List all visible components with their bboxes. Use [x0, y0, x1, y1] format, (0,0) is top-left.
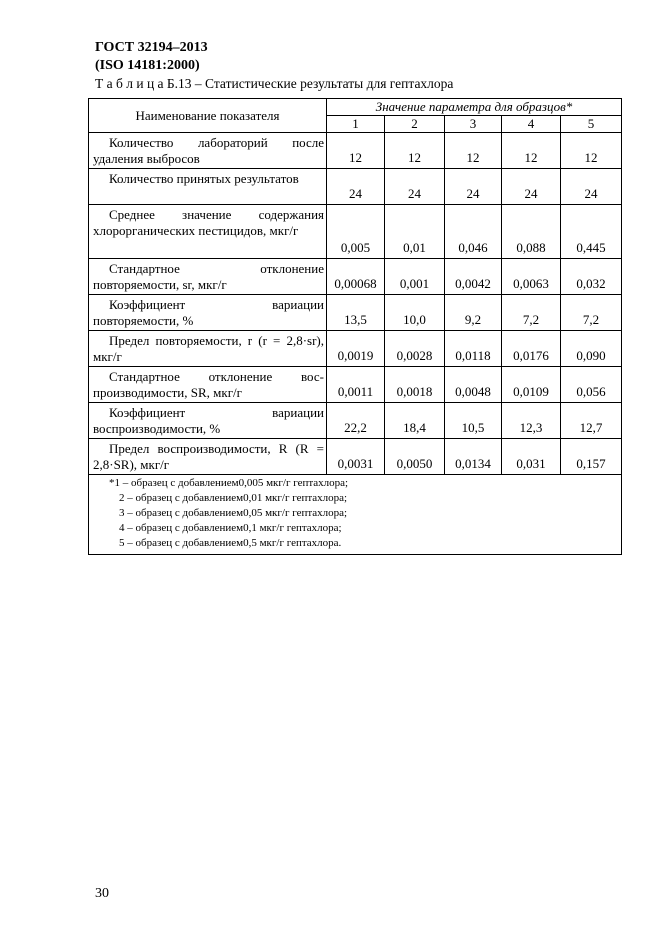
value-cell: 0,0018: [385, 367, 445, 403]
value-cell: 0,0028: [385, 331, 445, 367]
parameter-name-text: Среднее значение содержания хлорорганических пестицидов, мкг/г: [93, 207, 324, 238]
footnote-line: 2 – образец с добавлением0,01 мкг/г гептахлора;: [119, 492, 348, 504]
sample-number: 5: [561, 116, 622, 133]
value-cell: 0,0011: [327, 367, 385, 403]
sample-number: 3: [445, 116, 502, 133]
value-cell: 10,0: [385, 295, 445, 331]
parameter-name-text: Коэффициент вариации воспроизводимости, %: [93, 405, 324, 436]
table-row: [89, 259, 622, 295]
page-number: 30: [95, 886, 109, 901]
value-cell: 24: [445, 169, 502, 205]
parameter-name-text: Предел повторяемости, r (r = 2,8·sr), мкг/г: [93, 333, 324, 364]
sample-number: 1: [327, 116, 385, 133]
parameter-name: [89, 169, 327, 205]
value-cell: 0,0050: [385, 439, 445, 475]
value-cell: 0,090: [561, 331, 622, 367]
value-cell: 12: [445, 133, 502, 169]
value-cell: 12: [561, 133, 622, 169]
parameter-name-text: Предел воспроизводимости, R (R = 2,8·SR), мкг/г: [93, 441, 324, 472]
sample-number: 2: [385, 116, 445, 133]
table-body: [89, 133, 622, 555]
value-cell: 24: [502, 169, 561, 205]
value-cell: 0,0134: [445, 439, 502, 475]
value-cell: 0,157: [561, 439, 622, 475]
parameter-name: [89, 403, 327, 439]
parameter-name-text: Количество принятых результатов: [109, 171, 299, 186]
value-cell: 24: [385, 169, 445, 205]
parameter-name-text: Стандартное отклонение повторяемости, sr, мкг/г: [93, 261, 324, 292]
value-cell: 9,2: [445, 295, 502, 331]
value-cell: 0,0048: [445, 367, 502, 403]
table-row: [89, 295, 622, 331]
value-cell: 24: [561, 169, 622, 205]
footnote-line: *1 – образец с добавлением0,005 мкг/г гептахлора;: [109, 477, 349, 489]
iso-designation: (ISO 14181:2000): [95, 58, 200, 73]
value-cell: 0,00068: [327, 259, 385, 295]
value-cell: 0,0109: [502, 367, 561, 403]
parameter-name-header: Наименование показателя: [89, 99, 327, 133]
footnote-line: 3 – образец с добавлением0,05 мкг/г гептахлора;: [119, 507, 348, 519]
value-cell: 0,005: [327, 205, 385, 259]
value-cell: 18,4: [385, 403, 445, 439]
parameter-name: [89, 367, 327, 403]
footnote-line: 4 – образец с добавлением0,1 мкг/г гептахлора;: [119, 522, 342, 534]
table-row: [89, 169, 622, 205]
value-cell: 10,5: [445, 403, 502, 439]
value-cell: 7,2: [502, 295, 561, 331]
parameter-name-text: Коэффициент вариации повторяемости, %: [93, 297, 324, 328]
parameter-name: [89, 205, 327, 259]
value-cell: 12: [502, 133, 561, 169]
table-row: [89, 367, 622, 403]
value-cell: 0,01: [385, 205, 445, 259]
value-cell: 24: [327, 169, 385, 205]
table-row: [89, 403, 622, 439]
value-cell: 22,2: [327, 403, 385, 439]
parameter-name-text: Количество лабораторий после удаления выбросов: [93, 135, 324, 166]
value-cell: 0,445: [561, 205, 622, 259]
value-cell: 0,032: [561, 259, 622, 295]
table-footnotes: [89, 475, 622, 555]
value-cell: 0,088: [502, 205, 561, 259]
parameter-name: [89, 133, 327, 169]
value-cell: 7,2: [561, 295, 622, 331]
standard-designation: ГОСТ 32194–2013: [95, 40, 208, 55]
statistics-table: [88, 98, 622, 555]
value-cell: 0,0176: [502, 331, 561, 367]
value-cell: 0,0063: [502, 259, 561, 295]
notes-row: [89, 475, 622, 555]
parameter-name: [89, 331, 327, 367]
value-cell: 0,056: [561, 367, 622, 403]
value-cell: 12,3: [502, 403, 561, 439]
parameter-name: [89, 439, 327, 475]
value-cell: 0,0031: [327, 439, 385, 475]
parameter-name-text: Стандартное отклонение воспроизводимости, SR, мкг/г: [93, 369, 324, 400]
value-cell: 0,031: [502, 439, 561, 475]
value-cell: 0,046: [445, 205, 502, 259]
value-cell: 0,0019: [327, 331, 385, 367]
value-cell: 0,001: [385, 259, 445, 295]
value-cell: 12,7: [561, 403, 622, 439]
table-row: [89, 439, 622, 475]
value-cell: 12: [385, 133, 445, 169]
parameter-name: [89, 259, 327, 295]
footnote-line: 5 – образец с добавлением0,5 мкг/г гептахлора.: [119, 537, 342, 549]
sample-number: 4: [502, 116, 561, 133]
value-cell: 0,0118: [445, 331, 502, 367]
sample-values-header: Значение параметра для образцов*: [327, 99, 622, 116]
value-cell: 12: [327, 133, 385, 169]
parameter-name: [89, 295, 327, 331]
table-row: [89, 331, 622, 367]
table-row: [89, 205, 622, 259]
table-row: [89, 133, 622, 169]
table-caption: Т а б л и ц а Б.13 – Статистические результаты для гептахлора: [95, 76, 454, 91]
value-cell: 0,0042: [445, 259, 502, 295]
value-cell: 13,5: [327, 295, 385, 331]
